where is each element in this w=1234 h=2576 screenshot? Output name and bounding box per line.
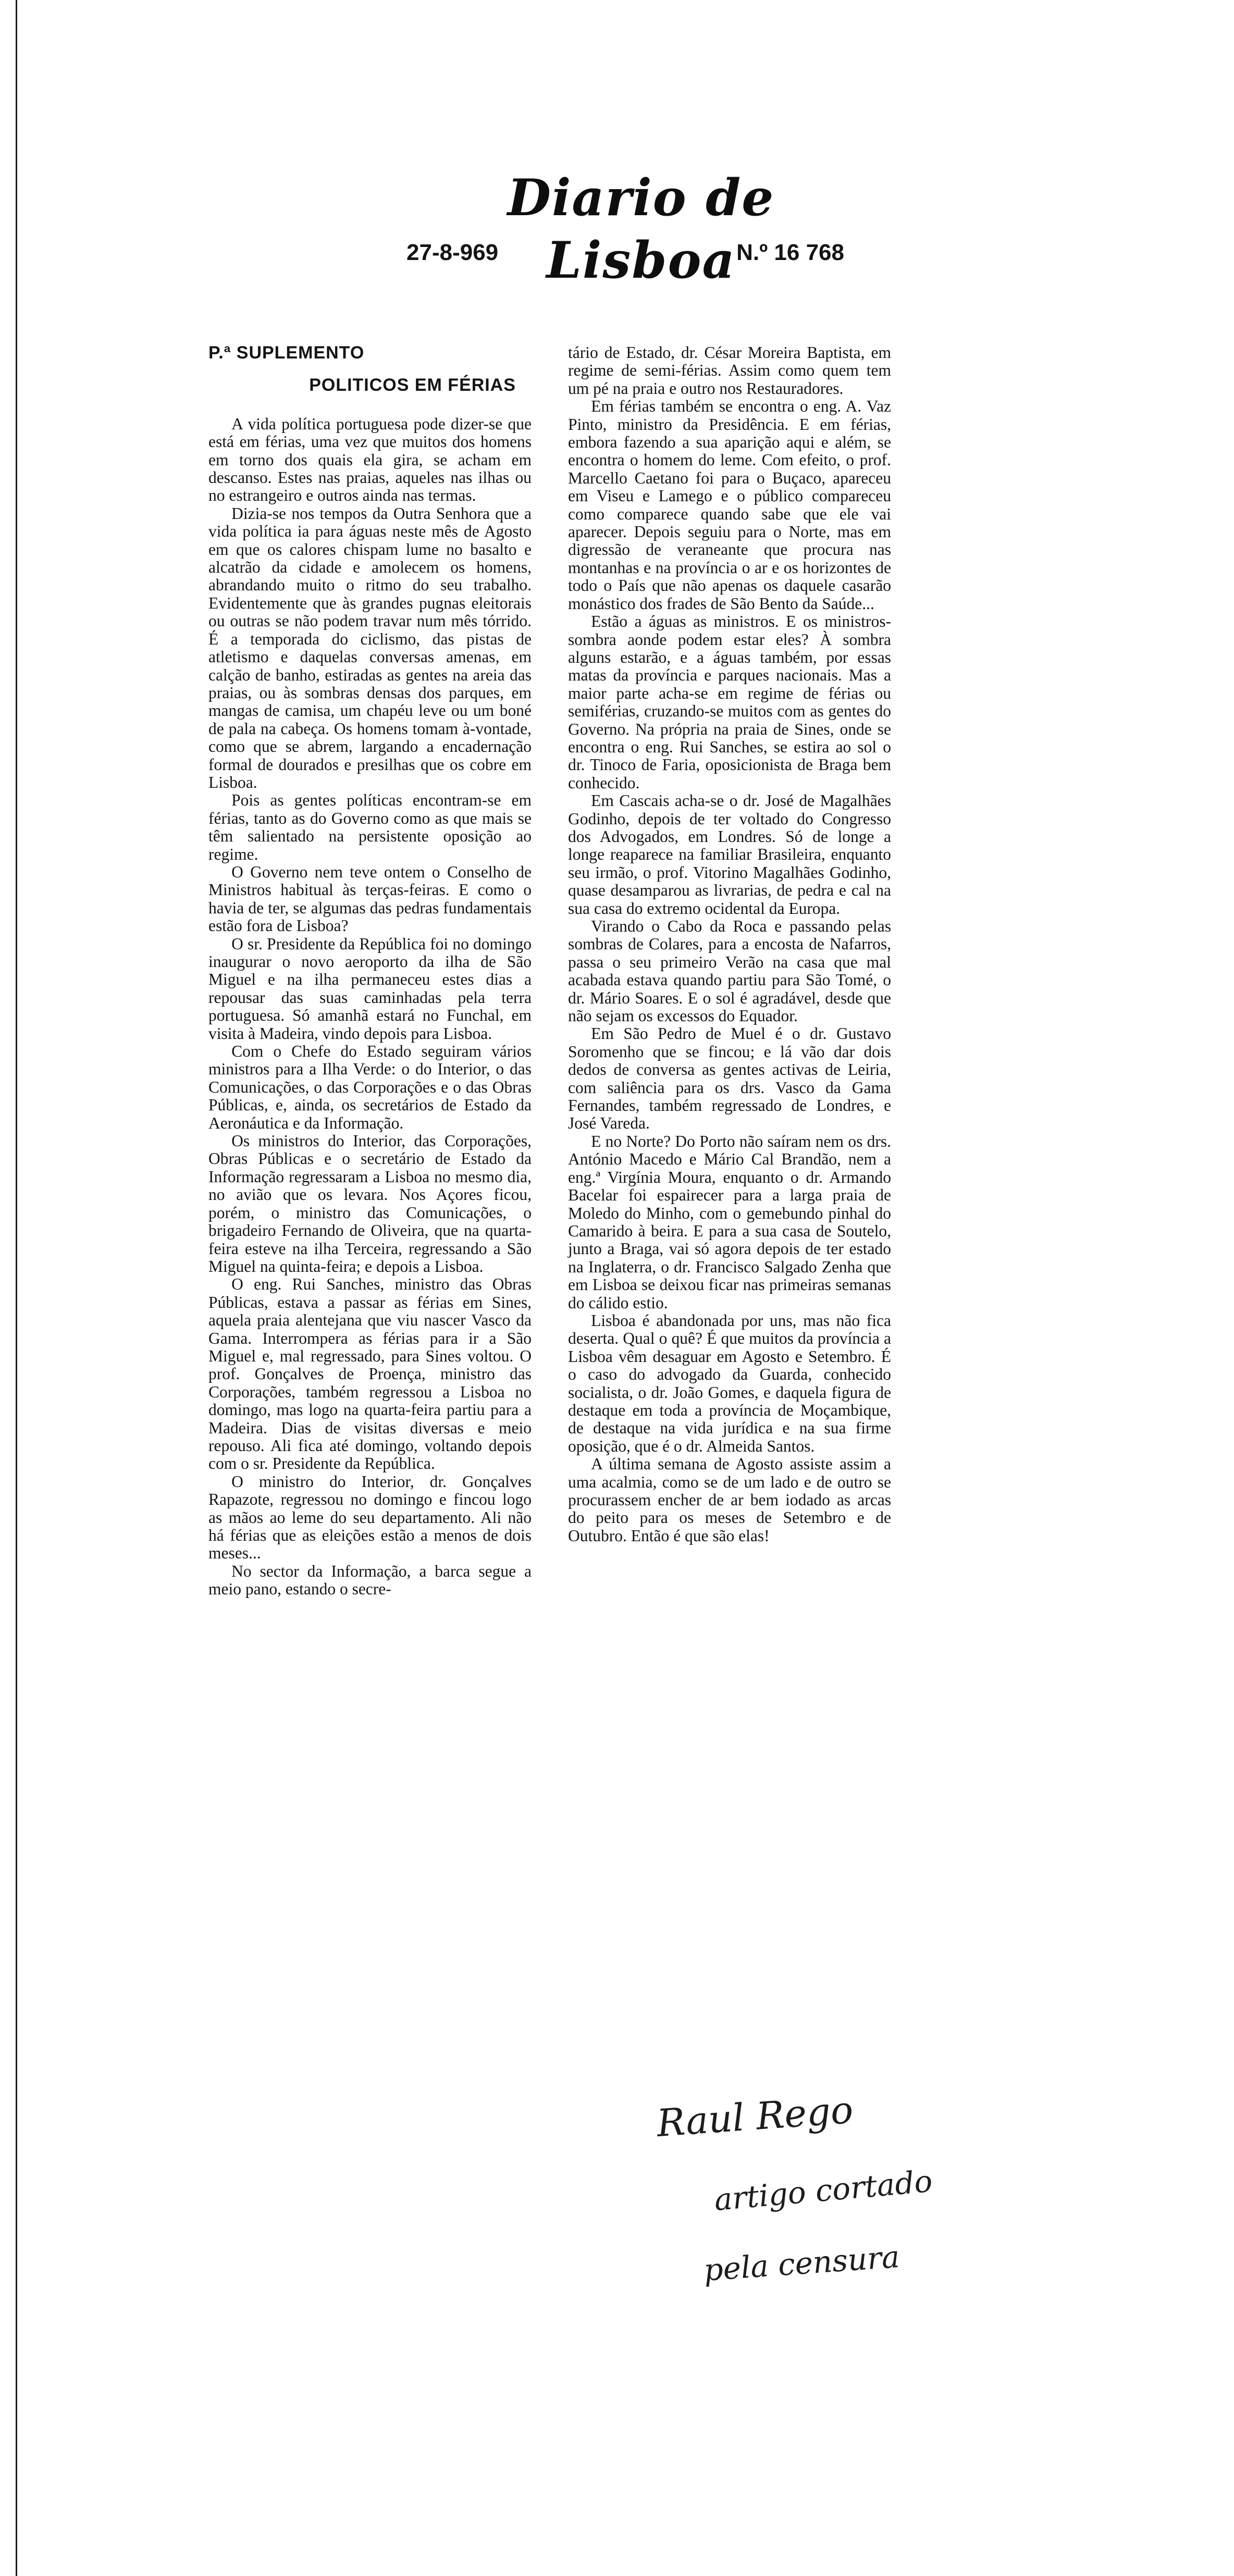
article-paragraph: Pois as gentes políticas encontram-se em férias, tanto as do Governo como as que mais se têm salientado na persistente oposição ao regime.	[208, 791, 532, 863]
article-paragraph: Lisboa é abandonada por uns, mas não fica deserta. Qual o quê? É que muitos da província a Lisboa vêm desaguar em Agosto e Setembro. É o caso do advogado da Guarda, conhecido socialista, o dr. João Gomes, e daquela figura de destaque em toda a província de Moçambique, de destaque na vida jurídica e na sua firme oposição, que é o dr. Almeida Santos.	[568, 1311, 891, 1455]
article-paragraph: O eng. Rui Sanches, ministro das Obras Públicas, estava a passar as férias em Sines, aquela praia alentejana que viu nascer Vasco da Gama. Interrompera as férias para ir a São Miguel e, mal regressado, para Sines voltou. O prof. Gonçalves de Proença, ministro das Corporações, também regressou a Lisboa no domingo, mas logo na quarta-feira partiu para a Madeira. Dias de visitas diversas e meio repouso. Ali fica até domingo, voltando depois com o sr. Presidente da República.	[208, 1275, 532, 1473]
edition-date: 27-8-969	[406, 240, 499, 265]
article-column-left	[208, 344, 532, 1599]
article-paragraph: Em São Pedro de Muel é o dr. Gustavo Soromenho que se fincou; e lá vão dar dois dedos de conversa as gentes activas de Leiria, com saliência para os drs. Vasco da Gama Fernandes, também regressado de Londres, e José Vareda.	[568, 1024, 891, 1133]
supplement-label: P.ª SUPLEMENTO	[208, 343, 365, 363]
masthead	[406, 167, 875, 292]
issue-number: N.º 16 768	[736, 240, 844, 265]
article-paragraph: O Governo nem teve ontem o Conselho de Ministros habitual às terças-feiras. E como o havia de ter, se algumas das pedras fundamentais estão fora de Lisboa?	[208, 862, 532, 935]
page-edge-line	[16, 0, 17, 2576]
article-paragraph: Com o Chefe do Estado seguiram vários ministros para a Ilha Verde: o do Interior, o das Comunicações, o das Corporações e o das Obras Públicas, e, ainda, os secretários de Estado da Aeronáutica e da Informação.	[208, 1042, 532, 1132]
article-paragraph: A última semana de Agosto assiste assim a uma acalmia, como se de um lado e de outro se procurassem encher de ar bem iodado as arcas do peito para os meses de Setembro e de Outubro. Então é que são elas!	[568, 1455, 891, 1545]
article-paragraph: O ministro do Interior, dr. Gonçalves Rapazote, regressou no domingo e fincou logo as mãos ao leme do seu departamento. Ali não há férias que as eleições estão a menos de dois meses...	[208, 1472, 532, 1563]
handwritten-note-line: artigo cortado	[712, 2163, 934, 2218]
newspaper-title: Diario de Lisboa	[507, 168, 775, 290]
article-column-right	[568, 344, 891, 1545]
article-paragraph: Em Cascais acha-se o dr. José de Magalhães Godinho, depois de ter voltado do Congresso dos Advogados, em Londres. Só de longe a longe reaparece na familiar Brasileira, enquanto seu irmão, o prof. Vitorino Magalhães Godinho, quase desamparou as livrarias, de pedra e cal na sua casa do extremo ocidental da Europa.	[568, 791, 891, 918]
article-paragraph: Virando o Cabo da Roca e passando pelas sombras de Colares, para a encosta de Nafarros, passa o seu primeiro Verão na casa que mal acabada estava quando partiu para São Tomé, o dr. Mário Soares. E o sol é agradável, desde que não sejam os excessos do Equador.	[568, 917, 891, 1025]
article-paragraph: tário de Estado, dr. César Moreira Baptista, em regime de semi-férias. Assim como quem tem um pé na praia e outro nos Restauradores.	[568, 343, 891, 398]
handwritten-signature: Raul Rego	[655, 2087, 855, 2146]
handwritten-note	[646, 2087, 1063, 2313]
article-paragraph: Em férias também se encontra o eng. A. Vaz Pinto, ministro da Presidência. E em férias, embora fazendo a sua aparição aqui e além, se encontra o homem do leme. Com efeito, o prof. Marcello Caetano foi para o Buçaco, apareceu em Viseu e Lamego e o público compareceu como comparece quando sabe que ele vai aparecer. Depois seguiu para o Norte, mas em digressão de veraneante que procura nas montanhas e na província o ar e os horizontes de todo o País que não apenas os daquele casarão monástico dos frades de São Bento da Saúde...	[568, 397, 891, 613]
article-paragraph: A vida política portuguesa pode dizer-se que está em férias, uma vez que muitos dos homens em torno dos quais ela gira, se acham em descanso. Estes nas praias, aqueles nas ilhas ou no estrangeiro e outros ainda nas termas.	[208, 414, 532, 505]
article-paragraph: Estão a águas as ministros. E os ministros-sombra aonde podem estar eles? À sombra alguns estarão, e a águas também, por essas matas da província e parques nacionais. Mas a maior parte acha-se em regime de férias ou semiférias, cruzando-se muitos com as gentes do Governo. Na própria na praia de Sines, onde se encontra o eng. Rui Sanches, se estira ao sol o dr. Tinoco de Faria, oposicionista de Braga bem conhecido.	[568, 612, 891, 792]
article-paragraph: Os ministros do Interior, das Corporações, Obras Públicas e o secretário de Estado da Informação regressaram a Lisboa no mesmo dia, no avião que os levara. Nos Açores ficou, porém, o ministro das Comunicações, o brigadeiro Fernando de Oliveira, que na quarta-feira esteve na ilha Terceira, regressando a São Miguel na quinta-feira; e depois a Lisboa.	[208, 1132, 532, 1275]
article-headline: POLITICOS EM FÉRIAS	[309, 375, 516, 395]
article-paragraph: E no Norte? Do Porto não saíram nem os drs. António Macedo e Mário Cal Brandão, nem a eng.ª Virgínia Moura, enquanto o dr. Armando Bacelar foi espairecer para a larga praia de Moledo do Minho, com o gemebundo pinhal do Camarido à beira. E para a sua casa de Soutelo, junto a Braga, vai só agora depois de ter estado na Inglaterra, o dr. Francisco Salgado Zenha que em Lisboa se deixou ficar nas primeiras semanas do cálido estio.	[568, 1132, 891, 1312]
handwritten-note-line: pela censura	[702, 2238, 901, 2288]
article-paragraph: O sr. Presidente da República foi no domingo inaugurar o novo aeroporto da ilha de São Miguel e na ilha permaneceu estes dias a repousar das suas caminhadas pela terra portuguesa. Só amanhã estará no Funchal, em visita à Madeira, vindo depois para Lisboa.	[208, 934, 532, 1043]
article-paragraph: Dizia-se nos tempos da Outra Senhora que a vida política ia para águas neste mês de Agosto em que os calores chispam lume no basalto e alcatrão da cidade e amolecem os homens, abrandando muito o ritmo do seu trabalho. Evidentemente que às grandes pugnas eleitorais ou outras se não podem travar num mês tórrido. É a temporada do ciclismo, das pistas de atletismo e daquelas conversas amenas, em calção de banho, estiradas as gentes na areia das praias, ou às sombras densas dos parques, em mangas de camisa, um chapéu leve ou um boné de pala na cabeça. Os homens tomam à-vontade, como que se abrem, largando a encadernação formal de dourados e presilhas que os cobre em Lisboa.	[208, 504, 532, 791]
article-paragraph: No sector da Informação, a barca segue a meio pano, estando o secre-	[208, 1562, 532, 1599]
